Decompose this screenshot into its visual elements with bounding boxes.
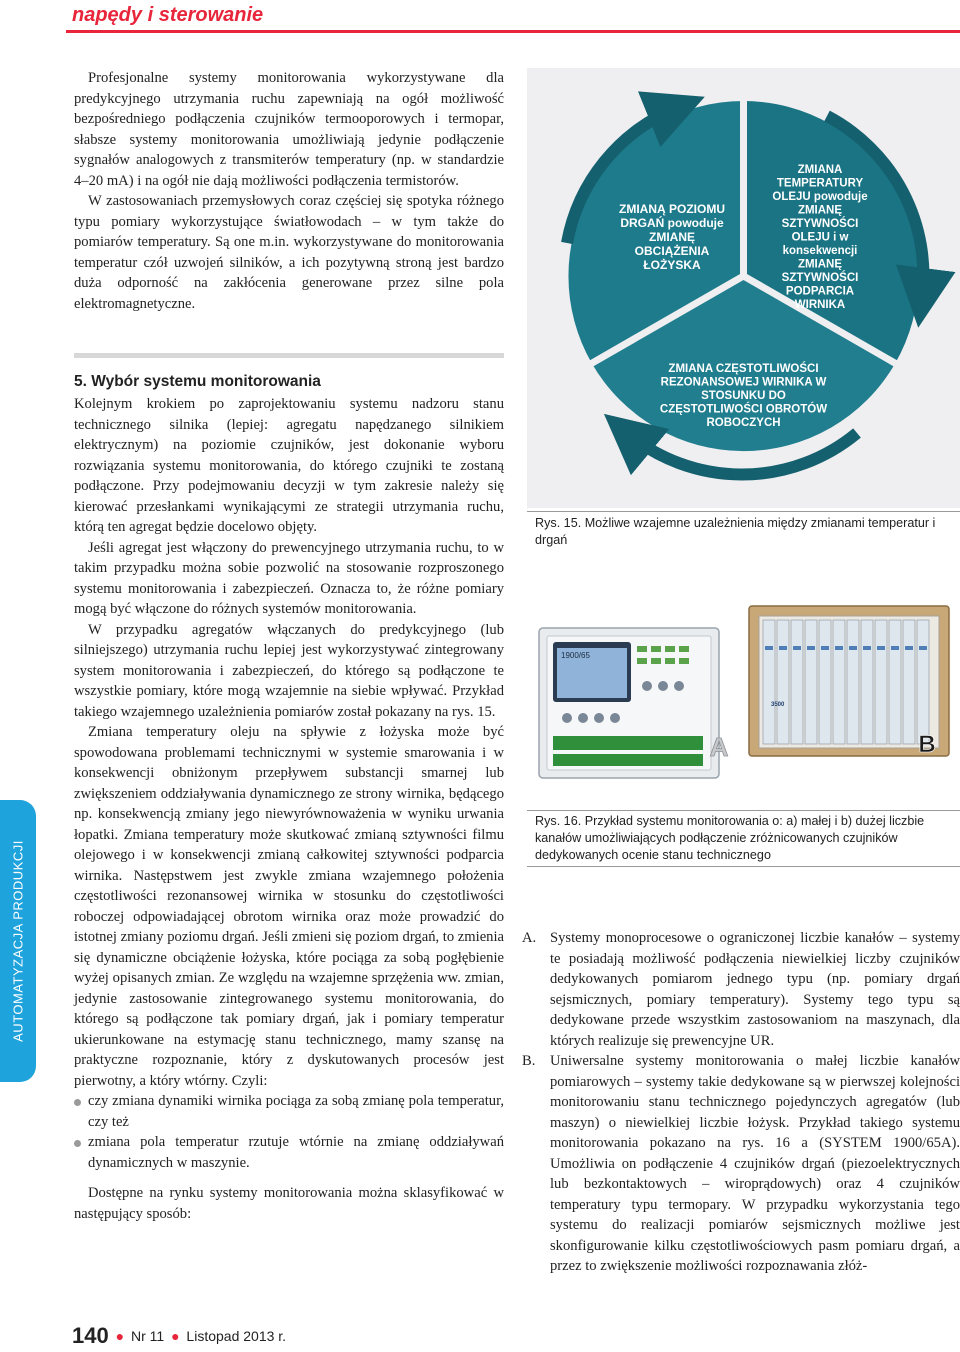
bullet-text: zmiana pola temperatur rzutuje wtórnie na zmianę oddziaływań dynamicznych w maszynie. [88, 1134, 504, 1171]
bullet-text: czy zmiana dynamiki wirnika pociąga za sobą zmianę pola temperatur, czy też [88, 1093, 504, 1130]
devices-photo [527, 586, 960, 816]
header-rule [66, 30, 960, 33]
body-paragraph: Kolejnym krokiem po zaprojektowaniu systemu nadzoru stanu technicznego silnika (lepiej: agregatu napędzanego silnikiem elektrycznym) na poziomie czujników, jest dokonanie wyboru rozwiązania systemu monitorowania, do którego czujniki te zostaną podłączone. Przy podejmowaniu decyzji w tym zakresie należy się kierować przesłankami wynikającymi ze strategii utrzymania ruchu, którą ten agregat będzie docelowo objęty. [74, 396, 504, 535]
body-paragraph: Zmiana temperatury oleju na spływie z łożyska może być spowodowana problemami technicznymi w systemie smarowania i w konsekwencji obniżonym przepływem substancji smarnej lub zwiększeniem oddziaływania dynamicznego ze strony wirnika, będącego np. konsekwencją zmiany jego niewyrównoważenia w wyniku urwania łopatki. Zmiana temperatury może skutkować zmianą sztywności filmu olejowego i w konsekwencji zmianą całkowitej sztywności podparcia wirnika. Następstwem jest zwykle zmiana wzajemnego położenia częstotliwości rezonansowej wirnika w stosunku do częstotliwości roboczej odpowiadającej obrotom wirnika oraz może prowadzić do istotnej zmiany poziomu drgań. Jeśli zmieni się poziom drgań, to zmienia się dynamiczne obciążenie łożyska, które pociąga za sobą pogłębienie wyżej opisanych zmian. Ze względu na wzajemne sprzężenia ww. zmian, jedynie zastosowanie zintegrowanego systemu monitorowania, do którego są podłączone tak pomiary drgań, jak i pomiary temperatur ukierunkowane na estymację stanu technicznego, mamy szansę na praktyczne rozpoznanie, który z dyskutowanych procesów jest pierwotny, a który wtórny. Czyli: [74, 724, 504, 1089]
diagram-label-line: STOSUNKU DO [701, 390, 786, 402]
cycle-diagram [527, 68, 960, 508]
intro-text [74, 68, 504, 314]
diagram-label-line: ROBOCZYCH [706, 417, 781, 429]
list-item [522, 1051, 960, 1277]
footer-bullet-icon: ● [115, 1328, 125, 1344]
column-divider [74, 353, 504, 358]
diagram-label-line: DRGAŃ powoduje [620, 216, 724, 230]
caption-rule [527, 866, 960, 867]
section-heading: 5. Wybór systemu monitorowania [74, 373, 321, 390]
classification-list [522, 928, 960, 1277]
list-item [522, 928, 960, 1051]
diagram-label-line: ZMIANA CZĘSTOTLIWOŚCI [668, 363, 819, 375]
device-b [749, 606, 949, 758]
bullet-item [74, 1132, 504, 1173]
svg-text:1900/65: 1900/65 [561, 651, 590, 660]
section-header: napędy i sterowanie [72, 4, 264, 26]
section-5 [74, 372, 504, 1224]
diagram-label-line: OLEJU i w [791, 231, 849, 244]
footer-bullet-icon: ● [171, 1328, 180, 1344]
caption-rule [527, 810, 960, 811]
issue-number: Nr 11 [130, 1328, 165, 1344]
issue-date: Listopad 2013 r. [186, 1328, 287, 1344]
intro-paragraph: Profesjonalne systemy monitorowania wykorzystywane dla predykcyjnego utrzymania ruchu zapewniają na ogół możliwość bezpośredniego podłączenia czujników termooporowych i termopar, słabsze systemy monitorowania umożliwiają jedynie podłączenie sygnałów analogowych z transmiterów temperatury (np. w standardzie 4–20 mA) i na ogół nie dają możliwości podłączenia termistorów. [74, 70, 504, 189]
device-a [539, 628, 729, 778]
device-a-label: A [709, 732, 729, 762]
list-text: Systemy monoprocesowe o ograniczonej liczbie kanałów – systemy te posiadają możliwość podłączenia niewielkiej liczby czujników dedykowanych pomiarom jednego typu (np. pomiary drgań sejsmicznych, pomiary temperatury). Systemy tego typu są dedykowane przede wszystkim zastosowaniom na maszynach, dla których realizuje się prewencyjne UR. [550, 930, 960, 1049]
body-paragraph: Jeśli agregat jest włączony do prewencyjnego utrzymania ruchu, to w takim przypadku można sobie pozwolić na stosowanie rozproszonego systemu monitorowania i zabezpieczeń. Oznacza to, że różne pomiary mogą być włączone do różnych systemów monitorowania. [74, 539, 504, 617]
list-marker: B. [522, 1053, 536, 1069]
diagram-label-line: OLEJU powoduje [772, 191, 868, 203]
caption-rule [527, 511, 960, 512]
diagram-label-line: ZMIANĄ POZIOMU [619, 202, 725, 216]
list-marker: A. [522, 930, 537, 946]
bullet-list [74, 1091, 504, 1173]
diagram-label-line: OBCIĄŻENIA [634, 244, 710, 258]
device-b-label: B [918, 731, 936, 758]
diagram-label-line: SZTYWNOŚCI [781, 272, 859, 284]
diagram-label-line: REZONANSOWEJ WIRNIKA W [660, 376, 827, 389]
intro-paragraph: W zastosowaniach przemysłowych coraz częściej się spotyka różnego typu pomiary wykorzystujące światłowodach – w tym także do pomiarów temperatury. Są one m.in. wykorzystywane do monitorowania temperatur czół uzwojeń silników, a ich pozytywną stroną jest bardzo duża odporność na zakłócenia generowane przez silne pola elektromagnetyczne. [74, 193, 504, 312]
diagram-label-line: WIRNIKA [794, 299, 846, 311]
page-footer [72, 1323, 286, 1349]
diagram-label-line: ZMIANA [797, 164, 843, 176]
system-types-list [522, 928, 960, 1277]
page-number: 140 [72, 1323, 109, 1348]
figure-16-devices [527, 586, 960, 816]
closing-paragraph: Dostępne na rynku systemy monitorowania można sklasyfikować w następujący sposób: [74, 1185, 504, 1222]
diagram-label-line: ŁOŻYSKA [643, 258, 701, 272]
bullet-dot-icon [74, 1099, 81, 1106]
diagram-label-line: PODPARCIA [785, 285, 855, 298]
list-text: Uniwersalne systemy monitorowania o małej liczbie kanałów pomiarowych – systemy takie dedykowane są w pierwszej kolejności monitorowaniu stanu technicznego pojedynczych agregatów (lub maszyn) o niewielkiej liczbie łożysk. Przykład takiego systemu monitorowania pokazano na rys. 16 a (SYSTEM 1900/65A). Umożliwia on podłączenie 4 czujników drgań (piezoelektrycznych lub bezkontaktowych – wiroprądowych) oraz 4 czujników temperatury typu termopary. W przypadku wykorzystania tego systemu do realizacji pomiarów sejsmicznych możliwe jest skonfigurowanie kilku częstotliwościowych pasm pomiaru drgań, a przez to zwiększenie możliwości rozpoznawania złóż- [550, 1053, 960, 1274]
bullet-dot-icon [74, 1140, 81, 1147]
diagram-label-line: konsekwencji [782, 245, 858, 257]
svg-text:3500: 3500 [771, 702, 785, 708]
diagram-label-line: ZMIANĘ [649, 230, 695, 244]
figure-15-caption: Rys. 15. Możliwe wzajemne uzależnienia między zmianami temperatur i drgań [535, 516, 936, 547]
sidebar-label: AUTOMATYZACJA PRODUKCJI [10, 840, 26, 1042]
diagram-label-line: ZMIANĘ [797, 204, 843, 217]
diagram-label-line: CZĘSTOTLIWOŚCI OBROTÓW [659, 403, 828, 416]
diagram-label-line: ZMIANĘ [797, 258, 843, 271]
diagram-label-line: SZTYWNOŚCI [781, 218, 859, 230]
figure-16-caption: Rys. 16. Przykład systemu monitorowania o: a) małej i b) dużej liczbie kanałów umożliwiających podłączenie zróżnicowanych czujników dedykowanych ocenie stanu technicznego [535, 814, 925, 862]
body-paragraph: W przypadku agregatów włączanych do predykcyjnego (lub silniejszego) utrzymania ruchu lepiej jest wykorzystywać zintegrowany system monitorowania i zabezpieczeń, do którego są podłączone te wszystkie pomiary, które mogą wzajemnie na siebie wpływać. Przykład takiego wzajemnego uzależnienia pomiarów został pokazany na rys. 15. [74, 621, 504, 720]
figure-15-cycle-diagram [527, 68, 960, 508]
bullet-item [74, 1091, 504, 1132]
diagram-label-line: TEMPERATURY [776, 177, 864, 190]
